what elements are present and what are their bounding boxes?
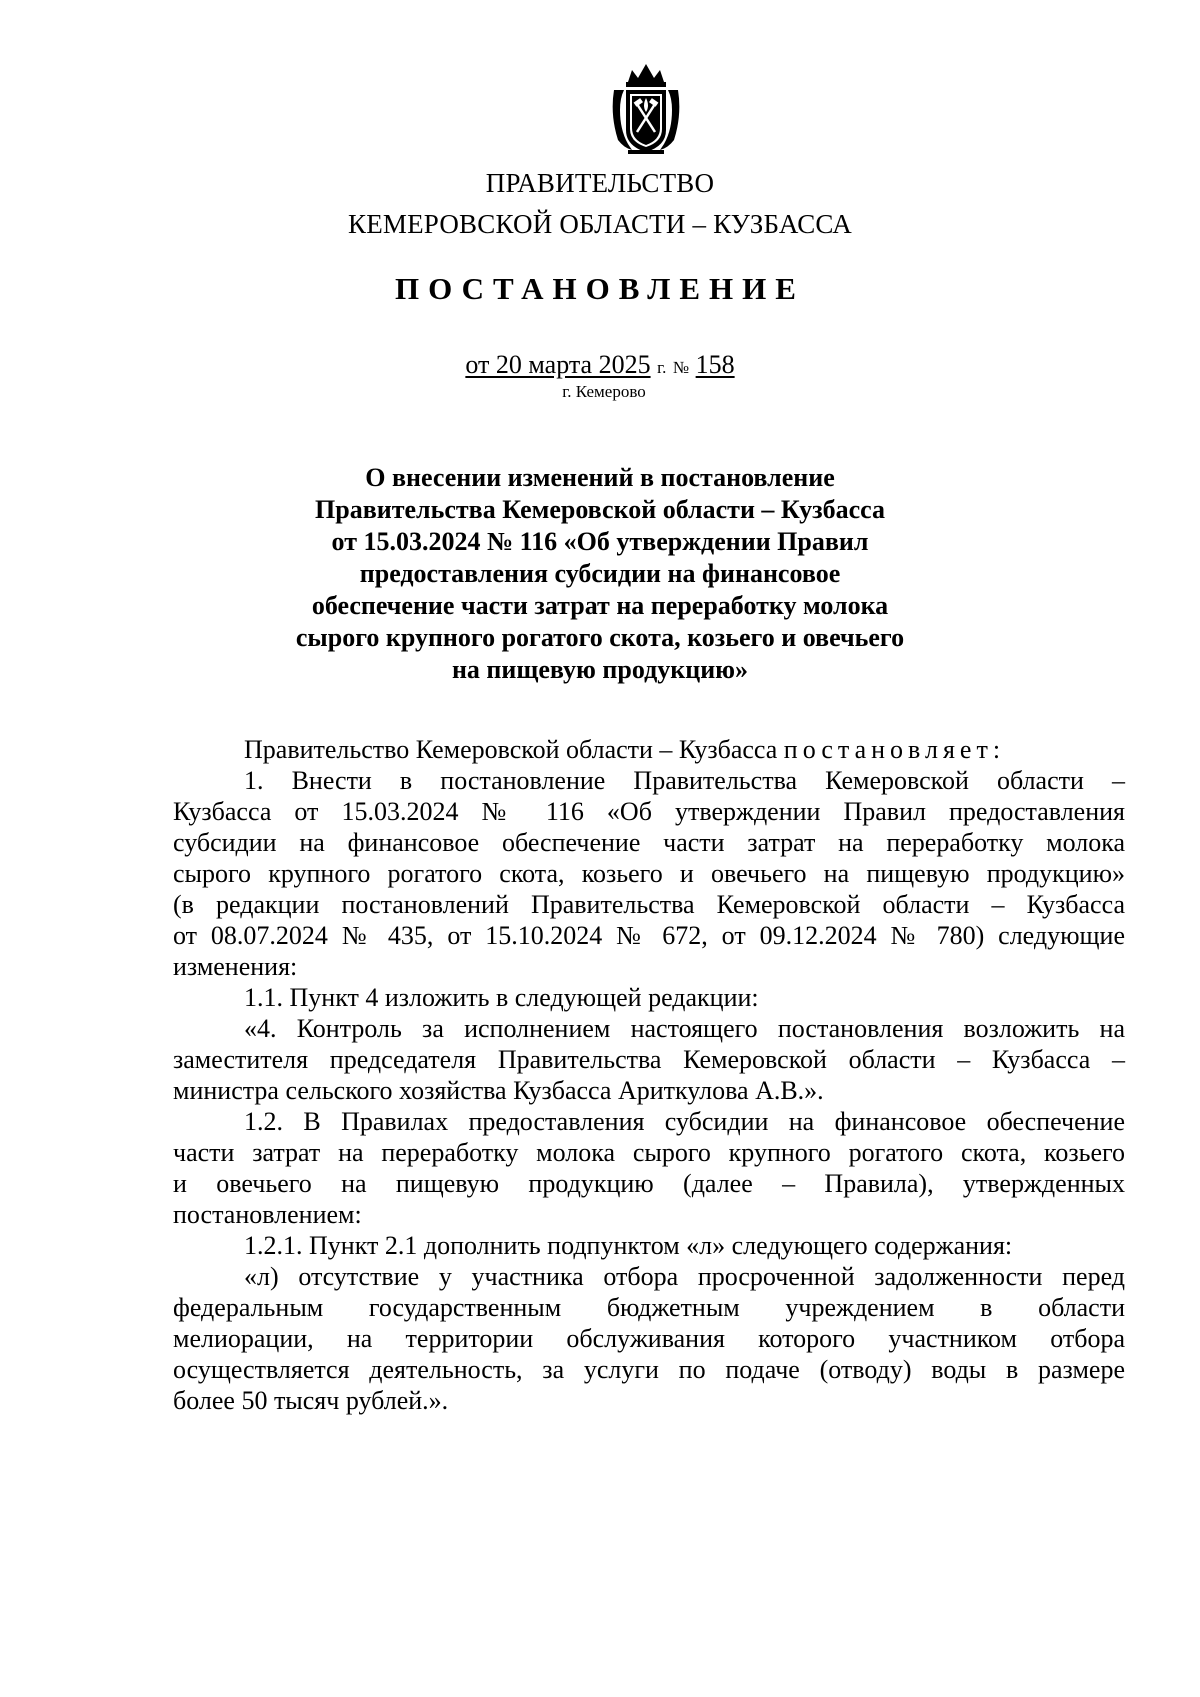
number-sign: № [672,358,690,377]
title-line: Правительства Кемеровской области – Кузбасса [315,495,885,524]
title-line: на пищевую продукцию» [451,655,749,684]
paragraph-1-2-line: 1.2. В Правилах предоставления субсидии на финансовое обеспечение [244,1107,1125,1136]
paragraph-1-line: (в редакции постановлений Правительства Кемеровской области – Кузбасса [173,890,1125,919]
paragraph-1-2-line: и овечьего на пищевую продукцию (далее – Правила), утвержденных [173,1169,1125,1198]
document-city: г. Кемерово [562,382,646,401]
paragraph-1-2-1: 1.2.1. Пункт 2.1 дополнить подпунктом «л» следующего содержания: [244,1231,1013,1260]
paragraph-1-2-line: части затрат на переработку молока сырого крупного рогатого скота, козьего [173,1138,1125,1167]
paragraph-1-line: от 08.07.2024 № 435, от 15.10.2024 № 672, от 09.12.2024 № 780) следующие [173,921,1125,950]
intro-line [173,734,1125,765]
subparagraph-l-line: «л) отсутствие у участника отбора просроченной задолженности перед [244,1262,1125,1291]
coat-of-arms-icon [608,60,684,156]
document-title [250,462,950,686]
paragraph-1-line: 1. Внести в постановление Правительства Кемеровской области – [244,766,1125,795]
document-date: от 20 марта 2025 [465,350,651,379]
paragraph-1-line: субсидии на финансовое обеспечение части затрат на переработку молока [173,828,1125,857]
quote-4-line: заместителя председателя Правительства Кемеровской области – Кузбасса – [173,1045,1125,1074]
subparagraph-l-line: более 50 тысяч рублей.». [173,1386,449,1415]
title-line: от 15.03.2024 № 116 «Об утверждении Правил [331,527,869,556]
quote-4-line: «4. Контроль за исполнением настоящего постановления возложить на [244,1014,1125,1043]
title-line: предоставления субсидии на финансовое [359,559,841,588]
paragraph-1-line: Кузбасса от 15.03.2024 № 116 «Об утверждении Правил предоставления [173,797,1125,826]
intro-text: Правительство Кемеровской области – Кузбасса [244,735,784,764]
year-suffix: г. [657,358,667,377]
subparagraph-l-line: мелиорации, на территории обслуживания которого участником отбора [173,1324,1125,1353]
title-line: сырого крупного рогатого скота, козьего и овечьего [295,623,905,652]
subparagraph-l-line: федеральным государственным бюджетным учреждением в области [173,1293,1125,1322]
document-type-heading: ПОСТАНОВЛЕНИЕ [395,271,805,306]
paragraph-1-2-line: постановлением: [173,1200,362,1229]
paragraph-1-line: изменения: [173,952,298,981]
quote-4-line: министра сельского хозяйства Кузбасса Ариткулова А.В.». [173,1076,824,1105]
intro-decree-word: постановляет [783,735,993,764]
subparagraph-l-line: осуществляется деятельность, за услуги по подаче (отводу) воды в размере [173,1355,1125,1384]
organization-name-line2: КЕМЕРОВСКОЙ ОБЛАСТИ – КУЗБАССА [348,209,852,239]
intro-colon: : [992,735,1001,764]
paragraph-1-1: 1.1. Пункт 4 изложить в следующей редакции: [244,983,759,1012]
organization-name-line1: ПРАВИТЕЛЬСТВО [485,168,715,198]
paragraph-1-line: сырого крупного рогатого скота, козьего и овечьего на пищевую продукцию» [173,859,1125,888]
title-line: О внесении изменений в постановление [365,463,835,492]
document-body [173,734,1125,1416]
title-line: обеспечение части затрат на переработку молока [311,591,889,620]
document-date-number [0,350,1200,380]
document-number: 158 [695,350,735,379]
